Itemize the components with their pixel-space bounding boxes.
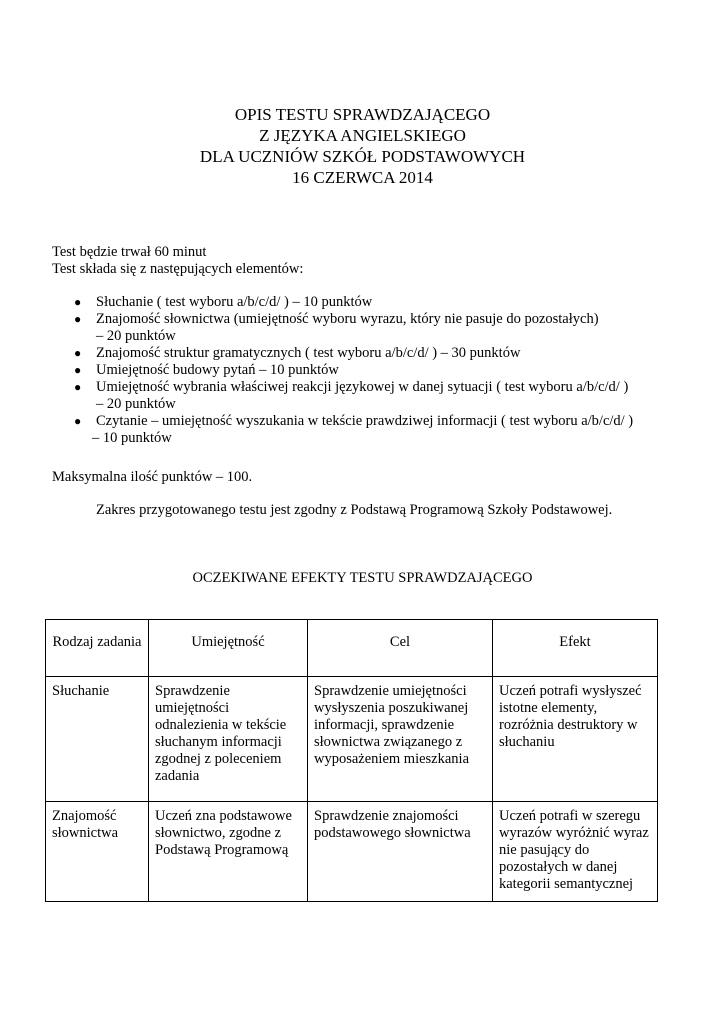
- effects-heading: OCZEKIWANE EFEKTY TESTU SPRAWDZAJĄCEGO: [192, 570, 533, 586]
- intro-text: [52, 244, 303, 278]
- list-item-text: Znajomość słownictwa (umiejętność wyboru wyrazu, który nie pasuje do pozostałych): [96, 311, 599, 327]
- document-title: [0, 104, 725, 188]
- table-row: [46, 677, 658, 802]
- table-row: [46, 802, 658, 902]
- title-line-3: DLA UCZNIÓW SZKÓŁ PODSTAWOWYCH: [199, 147, 526, 166]
- bullet-icon: ●: [74, 414, 82, 428]
- title-line-2: Z JĘZYKA ANGIELSKIEGO: [259, 126, 466, 145]
- header-goal: Cel: [308, 620, 493, 677]
- header-task-type: Rodzaj zadania: [46, 620, 149, 677]
- intro-elements: Test składa się z następujących elementów:: [52, 261, 304, 277]
- test-elements-list: [52, 294, 692, 447]
- title-line-4: 16 CZERWCA 2014: [292, 168, 433, 187]
- list-item: [52, 362, 692, 379]
- list-item-text: Umiejętność budowy pytań – 10 punktów: [96, 362, 339, 378]
- list-item-text: Czytanie – umiejętność wyszukania w tekście prawdziwej informacji ( test wyboru a/b/c/d/ ): [96, 413, 634, 429]
- bullet-icon: ●: [74, 312, 82, 326]
- bullet-icon: ●: [74, 295, 82, 309]
- list-item: [52, 379, 692, 413]
- table-header-row: [46, 620, 658, 677]
- cell-skill: Sprawdzenie umiejętności odnalezienia w tekście słuchanym informacji zgodnej z poleceniem zadania: [149, 677, 308, 802]
- bullet-icon: ●: [74, 380, 82, 394]
- list-item: [52, 413, 692, 447]
- cell-goal: Sprawdzenie znajomości podstawowego słownictwa: [308, 802, 493, 902]
- cell-skill: Uczeń zna podstawowe słownictwo, zgodne z Podstawą Programową: [149, 802, 308, 902]
- cell-task-type: Słuchanie: [46, 677, 149, 802]
- title-line-1: OPIS TESTU SPRAWDZAJĄCEGO: [234, 105, 491, 124]
- intro-duration: Test będzie trwał 60 minut: [52, 244, 207, 260]
- bullet-icon: ●: [74, 363, 82, 377]
- max-points: Maksymalna ilość punktów – 100.: [52, 469, 253, 485]
- list-item-text: Umiejętność wybrania właściwej reakcji językowej w danej sytuacji ( test wyboru a/b/c/d/ ): [96, 379, 629, 395]
- list-item: [52, 345, 692, 362]
- scope-statement: Zakres przygotowanego testu jest zgodny z Podstawą Programową Szkoły Podstawowej.: [96, 502, 613, 518]
- cell-effect: Uczeń potrafi wysłyszeć istotne elementy, rozróżnia destruktory w słuchaniu: [493, 677, 658, 802]
- cell-effect: Uczeń potrafi w szeregu wyrazów wyróżnić wyraz nie pasujący do pozostałych w danej kategorii semantycznej: [493, 802, 658, 902]
- header-effect: Efekt: [493, 620, 658, 677]
- list-item-points: – 20 punktów: [96, 396, 176, 412]
- cell-task-type: Znajomość słownictwa: [46, 802, 149, 902]
- bullet-icon: ●: [74, 346, 82, 360]
- effects-table: [45, 619, 658, 902]
- list-item: [52, 311, 692, 345]
- header-skill: Umiejętność: [149, 620, 308, 677]
- list-item-points: – 10 punktów: [92, 430, 172, 446]
- list-item-text: Znajomość struktur gramatycznych ( test wyboru a/b/c/d/ ) – 30 punktów: [96, 345, 521, 361]
- list-item-text: Słuchanie ( test wyboru a/b/c/d/ ) – 10 punktów: [96, 294, 373, 310]
- cell-goal: Sprawdzenie umiejętności wysłyszenia poszukiwanej informacji, sprawdzenie słownictwa związanego z wyposażeniem mieszkania: [308, 677, 493, 802]
- list-item: [52, 294, 692, 311]
- list-item-points: – 20 punktów: [96, 328, 176, 344]
